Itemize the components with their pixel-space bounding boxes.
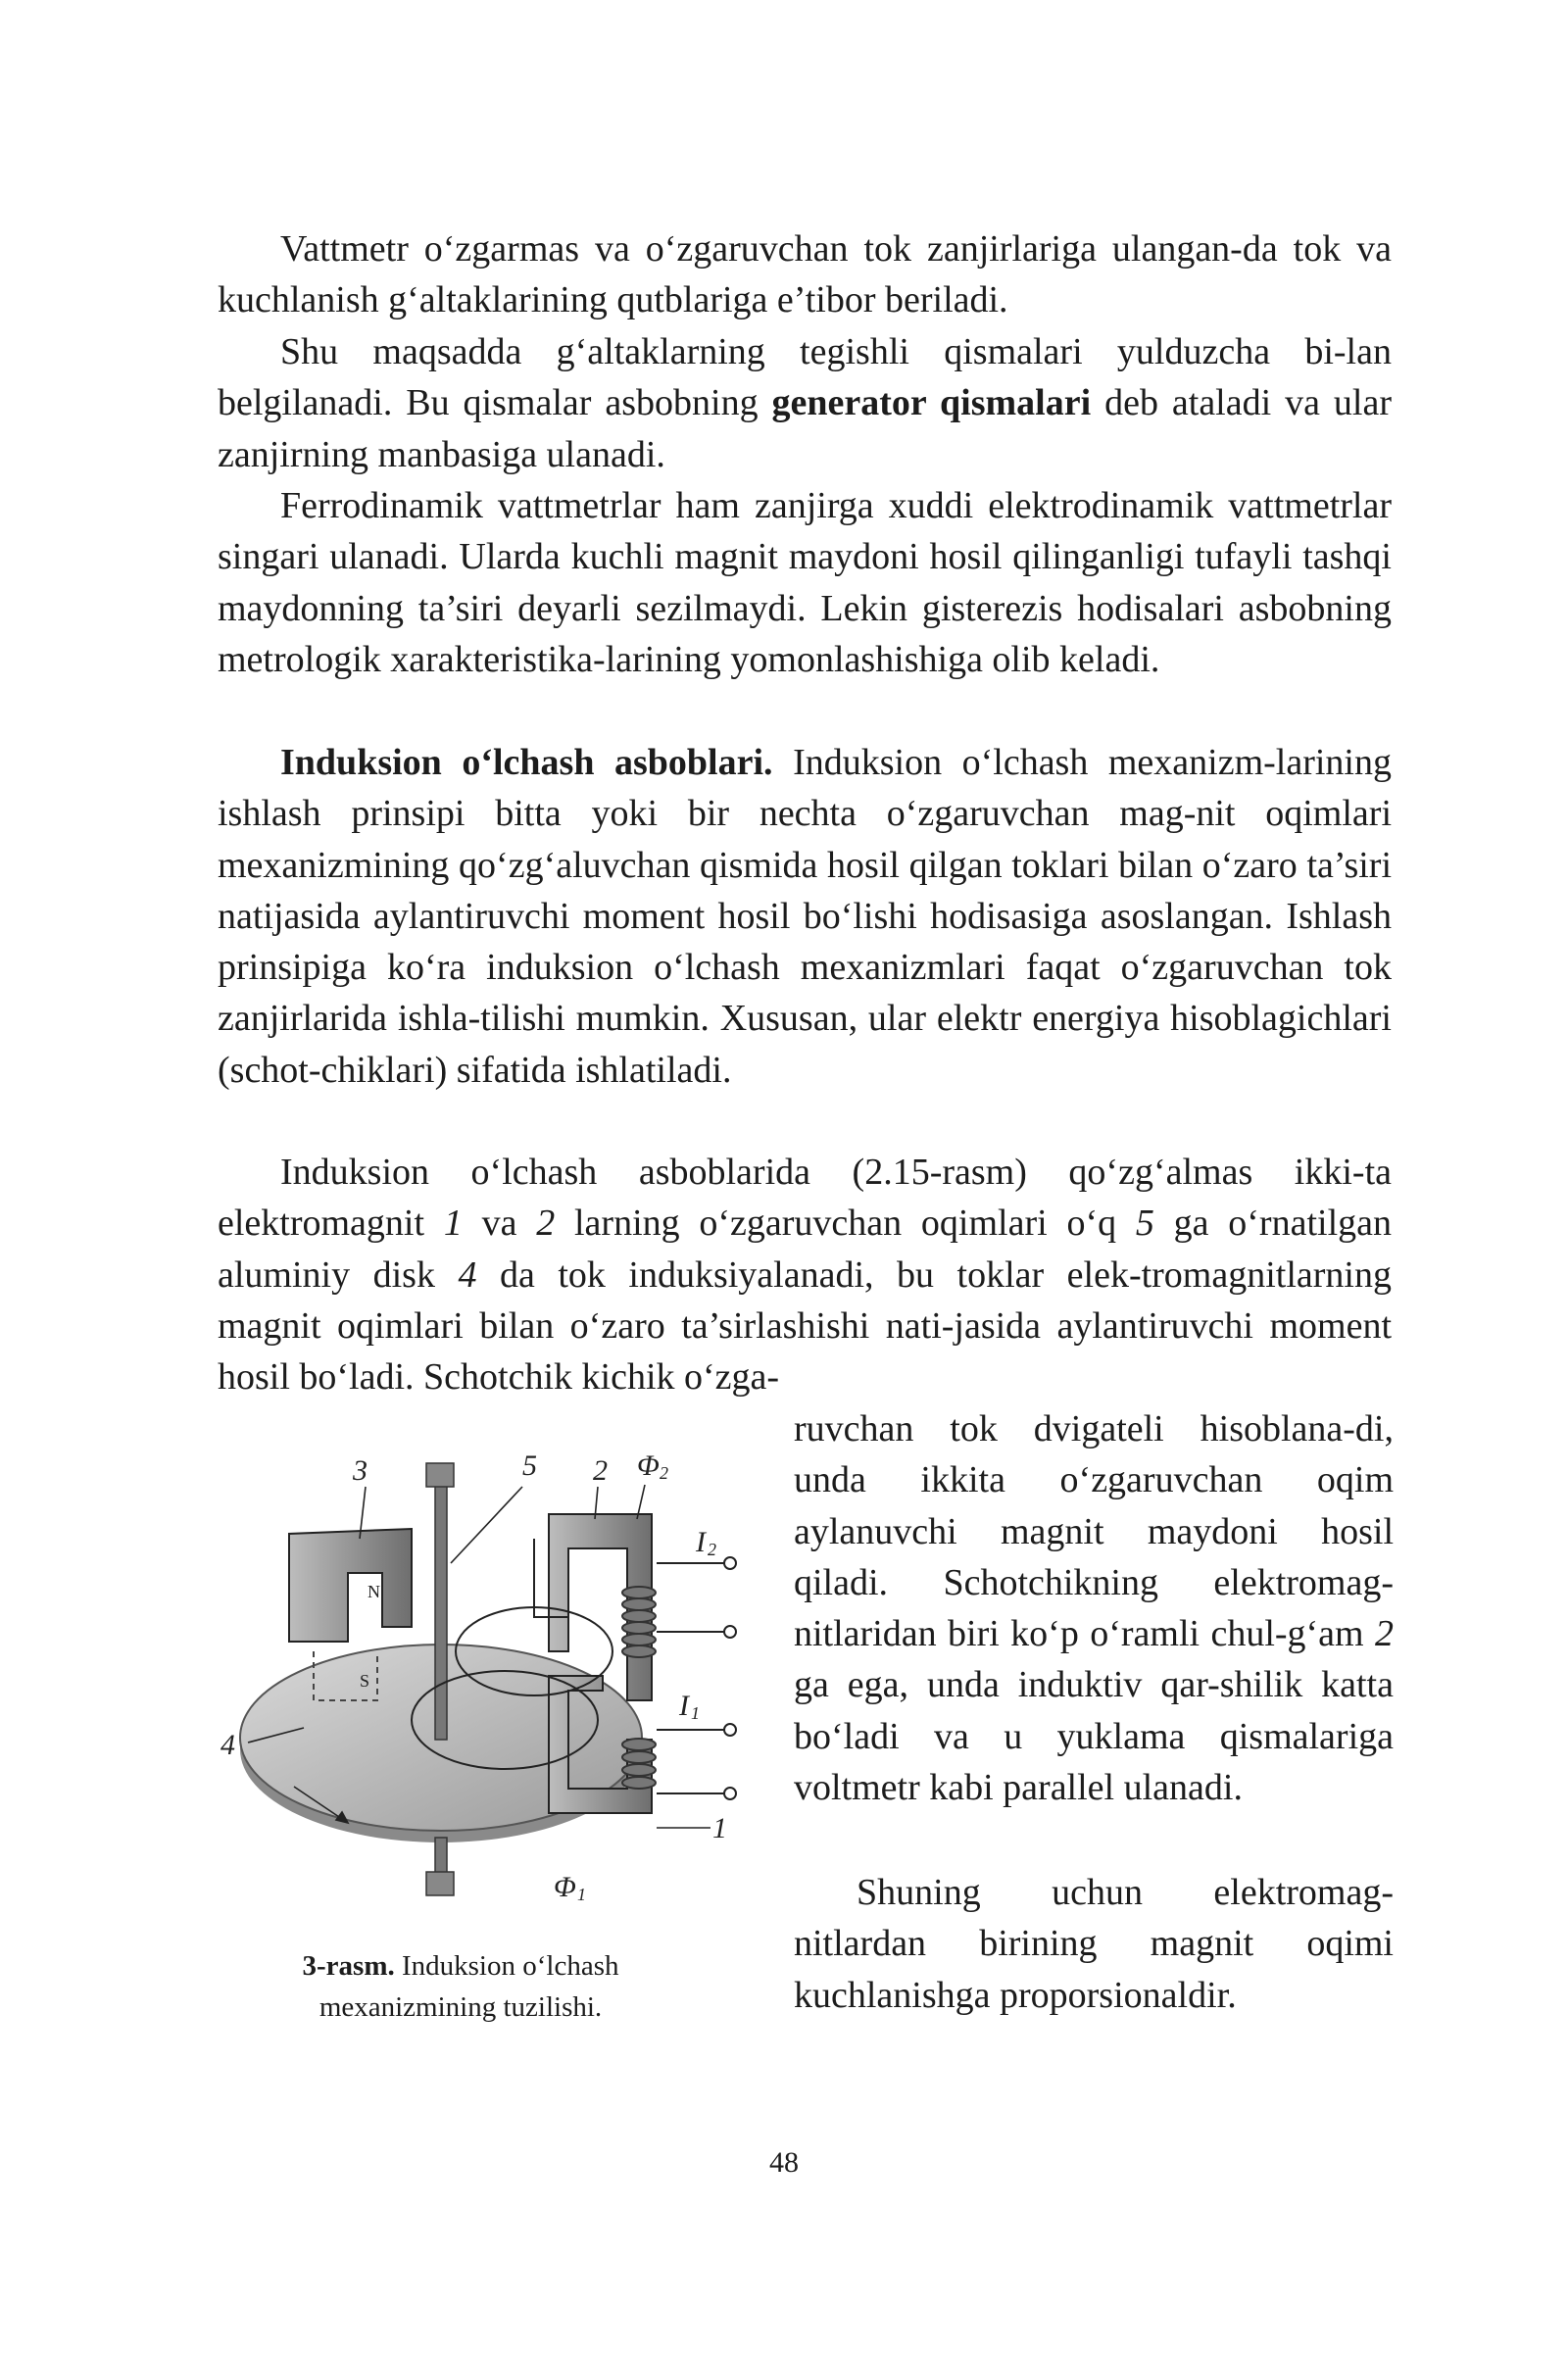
induction-mechanism-figure (211, 1446, 760, 1931)
label-1: 1 (712, 1812, 727, 1844)
paragraph-2: Shu maqsadda g‘altaklarning tegishli qismalari yulduzcha bi-lan belgilanadi. Bu qismalar asbobning generator qismalari deb ataladi va ular zanjirning manbasiga ulanadi. (218, 331, 1392, 475)
figure-caption: 3-rasm. Induksion o‘lchash mexanizmining tuzilishi. (302, 1950, 619, 2023)
label-5: 5 (522, 1449, 537, 1482)
svg-text:S: S (360, 1671, 370, 1691)
svg-text:2: 2 (708, 1540, 716, 1559)
label-i1: I (679, 1690, 689, 1722)
section-heading-induksion: Induksion o‘lchash asboblari. (280, 742, 773, 783)
svg-text:N: N (368, 1582, 380, 1601)
label-phi1: Φ (554, 1871, 576, 1903)
label-phi2: Φ (637, 1449, 660, 1482)
paragraph-4: Induksion o‘lchash asboblari. Induksion o‘lchash mexanizm-larining ishlash prinsipi bitta yoki bir nechta o‘zgaruvchan mag-nit oqimlari mexanizmining qo‘zg‘aluvchan qismida hosil qilgan toklari bilan o‘zaro ta’siri natijasida aylantiruvchi moment hosil bo‘lishi hodisasiga asoslangan. Ishlash prinsipiga ko‘ra induksion o‘lchash mexanizmlari faqat o‘zgaruvchan tok zanjirlarida ishla-tilishi mumkin. Xususan, ular elektr energiya hisoblagichlari (schot-chiklari) sifatida ishlatiladi. (218, 742, 1392, 1091)
side-paragraph-2: Shuning uchun elektromag-nitlardan birining magnit oqimi kuchlanishga proporsionaldir. (794, 1872, 1394, 2016)
paragraph-5: Induksion o‘lchash asboblarida (2.15-rasm) qo‘zg‘almas ikki-ta elektromagnit 1 va 2 larning o‘zgaruvchan oqimlari o‘q 5 ga o‘rnatilgan aluminiy disk 4 da tok induksiyalanadi, bu toklar elek-tromagnitlarning magnit oqimlari bilan o‘zaro ta’sirlashishi nati-jasida aylantiruvchi moment hosil bo‘ladi. Schotchik kichik o‘zga- (218, 1152, 1392, 1399)
page-number: 48 (769, 2146, 799, 2179)
svg-text:1: 1 (691, 1703, 700, 1723)
terminals (657, 1557, 736, 1799)
label-i2: I (696, 1526, 706, 1558)
label-4: 4 (220, 1729, 235, 1761)
paragraph-1: Vattmetr o‘zgarmas va o‘zgaruvchan tok zanjirlariga ulangan-da tok va kuchlanish g‘altaklarining qutblariga e’tibor beriladi. (218, 228, 1392, 321)
paragraph-3: Ferrodinamik vattmetrlar ham zanjirga xuddi elektrodinamik vattmetrlar singari ulanadi. Ularda kuchli magnit maydoni hosil qilinganligi tufayli tashqi maydonning ta’siri deyarli sezilmaydi. Lekin gisterezis hodisalari asbobning metrologik xarakteristika-larining yomonlashishiga olib keladi. (218, 485, 1392, 680)
label-2: 2 (593, 1454, 608, 1487)
side-paragraph-1: ruvchan tok dvigateli hisoblana-di, unda ikkita o‘zgaruvchan oqim aylanuvchi magnit maydoni hosil qiladi. Schotchikning elektromag-nitlaridan biri ko‘p o‘ramli chul-g‘am 2 ga ega, unda induktiv qar-shilik katta bo‘ladi va u yuklama qismalariga voltmetr kabi parallel ulanadi. (794, 1408, 1394, 1809)
svg-text:2: 2 (660, 1463, 668, 1483)
label-3: 3 (353, 1454, 368, 1487)
bold-term-generator: generator qismalari (771, 382, 1092, 424)
svg-text:1: 1 (577, 1885, 586, 1904)
